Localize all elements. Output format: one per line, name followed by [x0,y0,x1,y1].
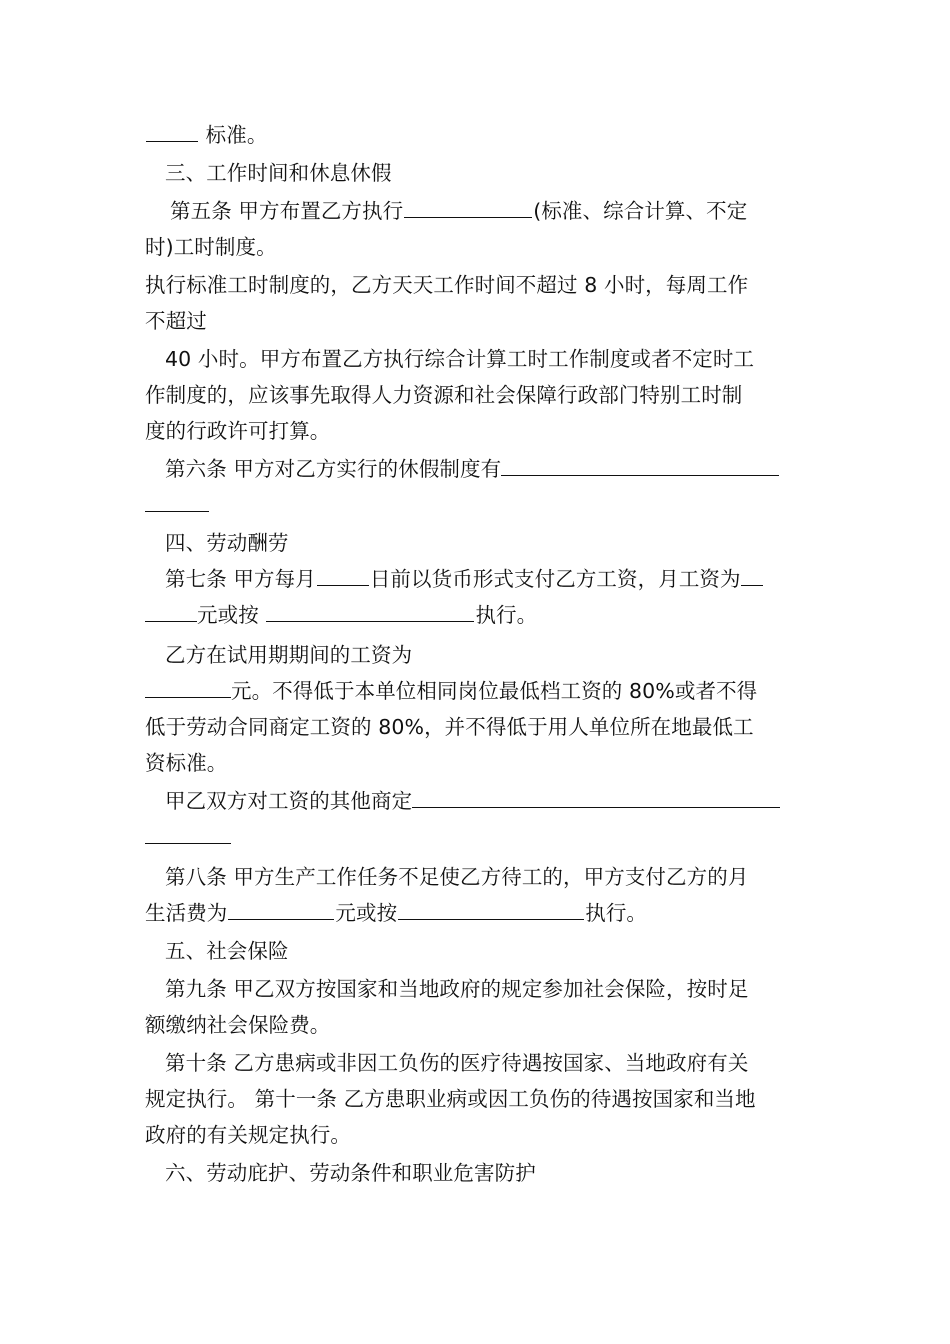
article-5-line-1: 第五条 甲方布置乙方执行 (标准、综合计算、不定 [170,199,748,223]
section-heading-5: 五、社会保险 [165,939,289,963]
fill-in-blank[interactable] [145,823,231,844]
article-8-line-1: 第八条 甲方生产工作任务不足使乙方待工的，甲方支付乙方的月 [165,865,749,889]
paragraph-line: 规定执行。 第十一条 乙方患职业病或因工负伤的待遇按国家和当地 [145,1087,756,1111]
article-8-line-2: 生活费为 元或按 执行。 [145,901,648,925]
section-heading-4: 四、劳动酬劳 [165,531,289,555]
paragraph-line: 第十条 乙方患病或非因工负伤的医疗待遇按国家、当地政府有关 [165,1051,749,1075]
section-heading-6: 六、劳动庇护、劳动条件和职业危害防护 [165,1161,536,1185]
fill-in-blank[interactable] [412,787,780,808]
section-heading-3: 三、工作时间和休息休假 [165,161,392,185]
paragraph-line: 乙方在试用期期间的工资为 [165,643,413,667]
fill-in-blank[interactable] [145,601,197,622]
article-6-line-2 [145,490,209,520]
article-7-line-1: 第七条 甲方每月 日前以货币形式支付乙方工资，月工资为 [165,564,763,594]
paragraph-line: 第九条 甲乙双方按国家和当地政府的规定参加社会保险，按时足 [165,977,749,1001]
fill-in-blank[interactable] [317,565,369,586]
paragraph-line: 40 小时。甲方布置乙方执行综合计算工时工作制度或者不定时工 [165,347,755,371]
text-line: 标准。 [145,120,267,150]
paragraph-line: 低于劳动合同商定工资的 80%，并不得低于用人单位所在地最低工 [145,715,754,739]
paragraph-line: 度的行政许可打算。 [145,419,331,443]
paragraph-line: 作制度的，应该事先取得人力资源和社会保障行政部门特别工时制 [145,383,743,407]
fill-in-blank[interactable] [145,491,209,512]
fill-in-blank[interactable] [501,455,779,476]
fill-in-blank[interactable] [146,121,198,142]
paragraph-line: 不超过 [145,309,207,333]
paragraph-line: 额缴纳社会保险费。 [145,1013,331,1037]
article-7-line-2: 元或按 执行。 [145,600,537,630]
paragraph-line: 政府的有关规定执行。 [145,1123,351,1147]
article-5-line-2: 时)工时制度。 [145,235,277,259]
trial-wage-line: 元。不得低于本单位相同岗位最低档工资的 80%或者不得 [145,676,757,706]
other-wage-line-2 [145,822,231,852]
fill-in-blank[interactable] [741,565,763,586]
fill-in-blank[interactable] [398,899,584,920]
other-wage-line-1: 甲乙双方对工资的其他商定 [165,786,780,816]
fill-in-blank[interactable] [404,197,532,218]
paragraph-line: 执行标准工时制度的，乙方天天工作时间不超过 8 小时，每周工作 [145,273,749,297]
fill-in-blank[interactable] [228,899,334,920]
article-6-line-1: 第六条 甲方对乙方实行的休假制度有 [165,454,779,484]
fill-in-blank[interactable] [145,677,231,698]
paragraph-line: 资标准。 [145,751,228,775]
fill-in-blank[interactable] [266,601,474,622]
